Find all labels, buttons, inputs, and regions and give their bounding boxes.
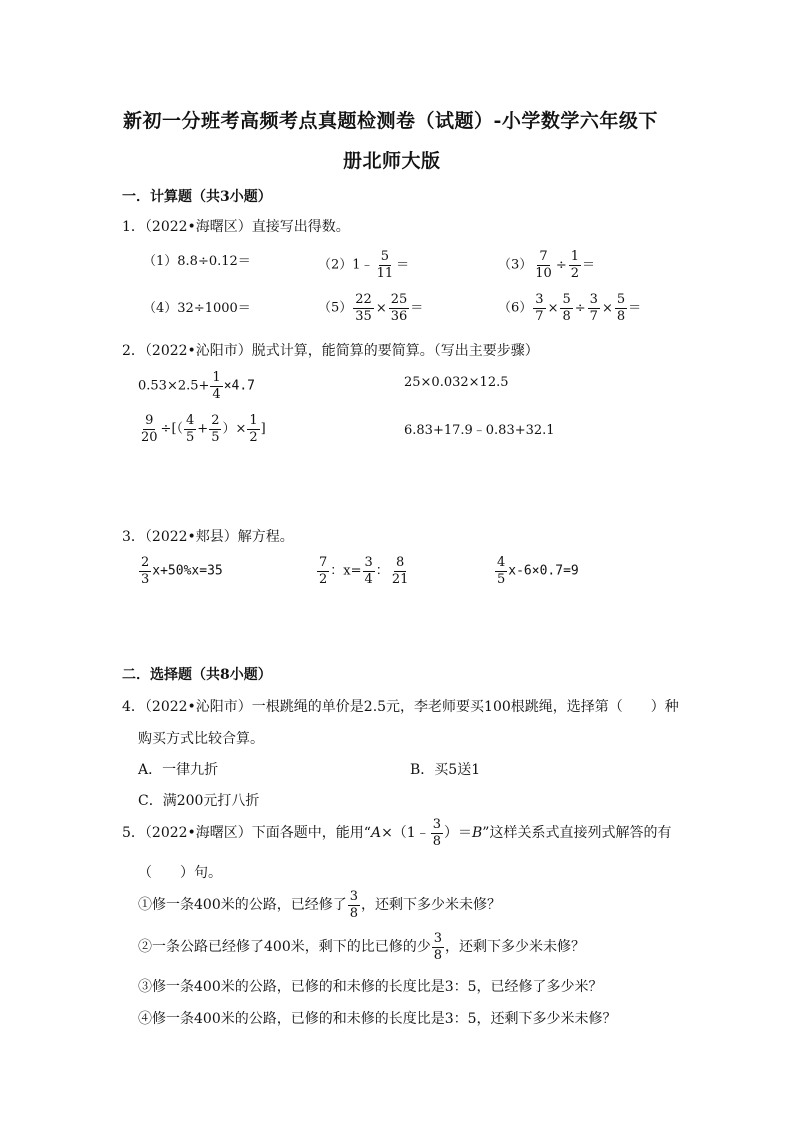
q2-expression-4: 6.83+17.9﹣0.83+32.1 xyxy=(404,423,555,438)
q1-part2-equals: ＝ xyxy=(396,257,410,273)
q5-stem-part-a: 5．（2022•海曙区）下面各题中，能用“ xyxy=(122,825,371,842)
q1-part5-fraction-2: $\frac{25}{36}$ xyxy=(390,292,408,324)
section-heading-calculation: 一．计算题（共3小题） xyxy=(122,189,272,205)
q5-stem-part-b: ×（1﹣ xyxy=(381,825,430,842)
q1-part6-operator-2: ÷ xyxy=(574,300,586,316)
q5-item-2-part-a: ②一条公路已经修了400米，剩下的比已修的少 xyxy=(138,939,431,956)
q1-part5-operator: × xyxy=(375,300,387,316)
q5-item-1-part-a: ①修一条400米的公路，已经修了 xyxy=(138,897,347,914)
q2-expression-3-fraction-2: $\frac{4}{5}$ xyxy=(186,413,195,445)
q1-part3-equals: ＝ xyxy=(582,257,596,273)
q3-equation-3 xyxy=(494,556,579,586)
q1-part5-label: （5） xyxy=(318,300,353,316)
q1-part4: （4）32÷1000＝ xyxy=(143,301,251,316)
q2-expression-3-fraction-3: $\frac{2}{5}$ xyxy=(211,413,220,445)
q5-item-1-part-b: ，还剩下多少米未修？ xyxy=(361,897,502,914)
q1-part5-fraction-1: $\frac{22}{35}$ xyxy=(355,292,372,324)
q5-item-1-fraction: $\frac{3}{8}$ xyxy=(349,889,359,921)
q3-equation-1 xyxy=(138,556,223,586)
q5-stem-part-c: ）＝ xyxy=(444,825,472,842)
q1-part6-operator-1: × xyxy=(547,300,559,316)
q1-part6-operator-3: × xyxy=(601,300,613,316)
q2-expression-3-fraction-4: $\frac{1}{2}$ xyxy=(249,413,258,445)
q1-part3-fraction-2: $\frac{1}{2}$ xyxy=(570,249,580,281)
q4-option-c: C．满200元打八折 xyxy=(138,793,260,809)
q1-part3 xyxy=(498,250,595,280)
q5-item-4: ④修一条400米的公路，已修的和未修的长度比是3：5，还剩下多少米未修？ xyxy=(138,1011,617,1027)
q3-equation-3-fraction: $\frac{4}{5}$ xyxy=(497,555,506,587)
q3-equation-2-part-a: ：x= xyxy=(330,563,362,579)
q2-expression-3-plus: + xyxy=(197,421,209,437)
q1-part6-fraction-2: $\frac{5}{8}$ xyxy=(562,292,571,324)
q1-part5-equals: ＝ xyxy=(410,300,424,316)
q2-expression-3-part-b: ）× xyxy=(222,421,247,437)
q5-variable-a: A xyxy=(370,825,382,842)
q1-part6-label: （6） xyxy=(498,300,533,316)
q1-part3-fraction-1: $\frac{7}{10}$ xyxy=(535,249,552,281)
q4-stem-line2: 购买方式比较合算。 xyxy=(138,731,264,747)
section-heading-multiple-choice: 二．选择题（共8小题） xyxy=(122,667,272,683)
q5-variable-b: B xyxy=(472,825,483,842)
q1-part2 xyxy=(318,250,409,280)
q3-equation-2-fraction-3: $\frac{8}{21}$ xyxy=(391,555,409,587)
q1-part6-fraction-3: $\frac{3}{7}$ xyxy=(589,292,598,324)
q2-stem: 2．（2022•沁阳市）脱式计算，能简算的要简算。（写出主要步骤） xyxy=(122,343,539,359)
q3-equation-2-fraction-2: $\frac{3}{4}$ xyxy=(364,555,373,587)
q3-equation-1-rest: x+50%x=35 xyxy=(152,563,223,579)
q1-part2-label: （2） xyxy=(318,257,353,273)
q2-expression-3-part-a: ÷[（ xyxy=(160,421,184,437)
q1-part3-label: （3） xyxy=(498,257,533,273)
q2-expression-3-fraction-1: $\frac{9}{20}$ xyxy=(141,413,158,445)
q5-item-2-fraction: $\frac{3}{8}$ xyxy=(433,931,443,963)
q2-expression-1-fraction: $\frac{1}{4}$ xyxy=(212,370,221,402)
q3-equation-2-fraction-1: $\frac{7}{2}$ xyxy=(319,555,328,587)
q1-part1: （1）8.8÷0.12＝ xyxy=(143,254,251,269)
q3-equation-2-part-b: ： xyxy=(375,563,389,579)
q1-part5 xyxy=(318,293,423,323)
q2-expression-1 xyxy=(138,371,255,401)
q3-equation-3-rest: x-6×0.7=9 xyxy=(508,563,579,579)
q5-item-3: ③修一条400米的公路，已修的和未修的长度比是3：5，已经修了多少米？ xyxy=(138,979,603,995)
q4-option-b: B．买5送1 xyxy=(410,762,481,778)
q1-part6-fraction-1: $\frac{3}{7}$ xyxy=(535,292,544,324)
q5-stem-line1 xyxy=(122,818,671,848)
q3-stem: 3．（2022•郏县）解方程。 xyxy=(122,529,294,545)
q5-stem-part-d: ”这样关系式直接列式解答的有 xyxy=(482,825,672,842)
q4-stem-line1: 4．（2022•沁阳市）一根跳绳的单价是2.5元，李老师要买100根跳绳，选择第（ ）种 xyxy=(122,699,679,715)
q5-stem-fraction: $\frac{3}{8}$ xyxy=(432,817,441,849)
q3-equation-1-fraction: $\frac{2}{3}$ xyxy=(141,555,150,587)
q1-part6-fraction-4: $\frac{5}{8}$ xyxy=(616,292,626,324)
q1-part2-fraction: $\frac{5}{11}$ xyxy=(376,249,394,281)
q5-item-2-part-b: ，还剩下多少米未修？ xyxy=(445,939,586,956)
q2-expression-2: 25×0.032×12.5 xyxy=(404,375,509,390)
q1-part2-term: 1﹣ xyxy=(352,257,374,273)
q1-stem: 1．（2022•海曙区）直接写出得数。 xyxy=(122,219,350,235)
q1-part6-equals: ＝ xyxy=(628,300,642,316)
q2-expression-3-part-c: ] xyxy=(260,421,266,437)
q5-stem-line2: （ ）句。 xyxy=(138,865,222,881)
q5-item-2 xyxy=(138,932,585,962)
q5-item-1 xyxy=(138,890,501,920)
q1-part3-operator: ÷ xyxy=(555,257,567,273)
q2-expression-1-part-a: 0.53×2.5+ xyxy=(138,378,210,394)
q4-option-a: A．一律九折 xyxy=(138,762,219,778)
q2-expression-3 xyxy=(138,414,266,444)
q1-part6 xyxy=(498,293,641,323)
document-title-line1: 新初一分班考高频考点真题检测卷（试题）-小学数学六年级下 xyxy=(123,110,658,132)
q2-expression-1-part-b: ×4.7 xyxy=(223,378,255,394)
document-title-line2: 册北师大版 xyxy=(343,150,441,172)
q3-equation-2 xyxy=(316,556,411,586)
